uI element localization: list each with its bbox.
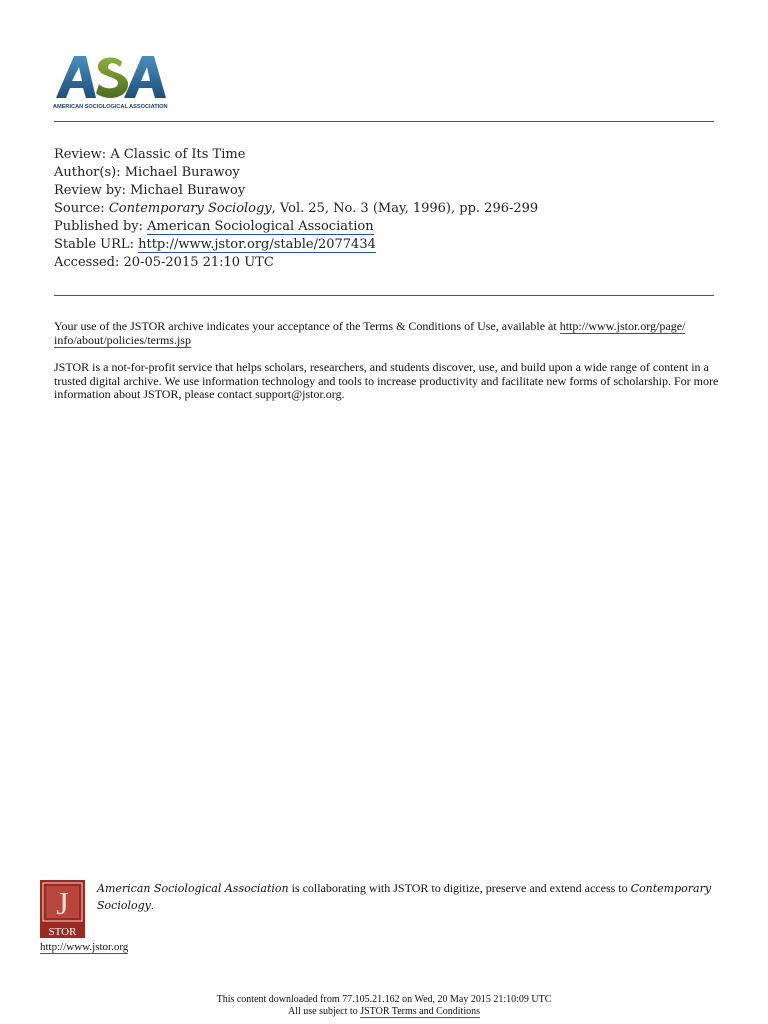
authors-label: Author(s): (54, 165, 121, 180)
jstor-url-block (40, 941, 128, 953)
publisher-label: Published by: (54, 219, 143, 234)
accessed-label: Accessed: (54, 255, 120, 270)
collab-journal: Contemporary Sociology (97, 882, 712, 912)
reviewer-label: Review by: (54, 183, 126, 198)
source-line (54, 200, 538, 218)
publisher-line (54, 218, 538, 236)
footer-terms-line (0, 1006, 768, 1018)
journal-title: Contemporary Sociology (108, 201, 272, 216)
citation-block (54, 146, 538, 272)
asa-logo (52, 52, 174, 112)
source-label: Source: (54, 201, 105, 216)
publisher-link[interactable]: American Sociological Association (147, 219, 374, 234)
collaboration-statement (97, 880, 717, 914)
reviewer-value: Michael Burawoy (130, 183, 246, 198)
svg-text:J: J (56, 885, 69, 921)
terms-text: Your use of the JSTOR archive indicates your acceptance of the Terms & Conditions of Use, available at (54, 319, 560, 333)
footer-download-info: This content downloaded from 77.105.21.162 on Wed, 20 May 2015 21:10:09 UTC (216, 994, 552, 1005)
review-line (54, 146, 538, 164)
terms-paragraph (54, 320, 719, 347)
collab-end: . (150, 898, 154, 912)
header-divider (54, 121, 714, 122)
accessed-line (54, 254, 538, 272)
accessed-value: 20-05-2015 21:10 UTC (123, 255, 274, 270)
jstor-logo (40, 880, 85, 938)
authors-line (54, 164, 538, 182)
stable-url-label: Stable URL: (54, 237, 134, 252)
authors-value: Michael Burawoy (124, 165, 240, 180)
download-footer (0, 994, 768, 1017)
source-details: , Vol. 25, No. 3 (May, 1996), pp. 296-299 (271, 201, 539, 216)
review-label: Review: (54, 147, 107, 162)
terms-link-part2[interactable]: info/about/policies/terms.jsp (54, 332, 191, 347)
collab-publisher: American Sociological Association (97, 882, 289, 895)
footer-terms-prefix: All use subject to (288, 1005, 361, 1017)
footer-terms-link[interactable]: JSTOR Terms and Conditions (360, 1005, 480, 1017)
citation-divider (54, 295, 714, 296)
terms-link-part1[interactable]: http://www.jstor.org/page/ (559, 319, 686, 333)
jstor-logo-graphic (40, 880, 85, 938)
stable-url-line (54, 236, 538, 254)
asa-logo-subtext: AMERICAN SOCIOLOGICAL ASSOCIATION (53, 104, 168, 110)
jstor-homepage-link[interactable]: http://www.jstor.org (40, 941, 129, 953)
jstor-logo-text: STOR (48, 926, 77, 938)
about-paragraph: JSTOR is a not-for-profit service that helps scholars, researchers, and students discover, use, and build upon a wide range of content in a trusted digital archive. We use information technology and tools to increase productivity and facilitate new forms of scholarship. For more information about JSTOR, please contact support@jstor.org. (54, 360, 719, 401)
stable-url-link[interactable]: http://www.jstor.org/stable/2077434 (138, 237, 376, 252)
asa-logo-graphic (52, 52, 174, 112)
reviewer-line (54, 182, 538, 200)
collab-text: is collaborating with JSTOR to digitize, preserve and extend access to (288, 881, 631, 895)
review-title: A Classic of Its Time (110, 147, 246, 162)
